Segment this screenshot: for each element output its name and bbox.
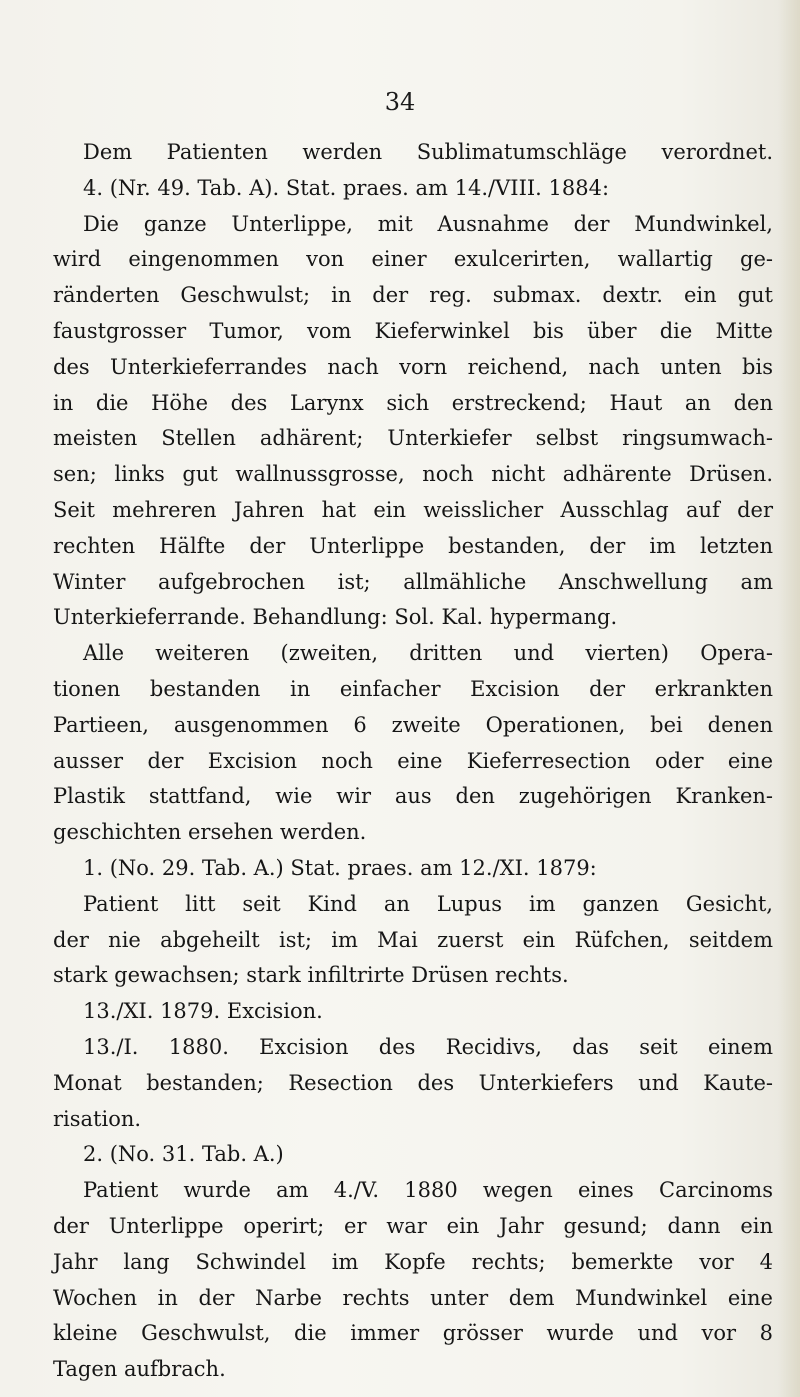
- text-line: der Unterlippe operirt; er war ein Jahr gesund; dann ein: [53, 1213, 773, 1238]
- text-line: 4. (Nr. 49. Tab. A). Stat. praes. am 14./VIII. 1884:: [83, 175, 610, 200]
- text-line: faustgrosser Tumor, vom Kieferwinkel bis über die Mitte: [53, 318, 773, 343]
- text-line: ränderten Geschwulst; in der reg. submax. dextr. ein gut: [53, 283, 773, 308]
- text-line: ausser der Excision noch eine Kieferresection oder eine: [53, 748, 773, 773]
- text-line: Partieen, ausgenommen 6 zweite Operationen, bei denen: [53, 712, 773, 737]
- text-line: Wochen in der Narbe rechts unter dem Mundwinkel eine: [53, 1285, 773, 1310]
- text-line: kleine Geschwulst, die immer grösser wurde und vor 8: [53, 1321, 773, 1346]
- page-number: 34: [384, 88, 416, 116]
- text-line: wird eingenommen von einer exulcerirten, wallartig ge-: [53, 247, 773, 272]
- text-line: Tagen aufbrach.: [53, 1357, 226, 1382]
- text-line: Seit mehreren Jahren hat ein weisslicher Ausschlag auf der: [53, 497, 773, 522]
- text-line: Plastik stattfand, wie wir aus den zugehörigen Kranken-: [53, 784, 773, 809]
- text-line: geschichten ersehen werden.: [53, 820, 367, 845]
- body-text: [53, 135, 773, 1388]
- text-line: meisten Stellen adhärent; Unterkiefer selbst ringsumwach-: [53, 426, 773, 451]
- text-line: Jahr lang Schwindel im Kopfe rechts; bemerkte vor 4: [53, 1249, 773, 1274]
- text-line: sen; links gut wallnussgrosse, noch nicht adhärente Drüsen.: [53, 462, 773, 487]
- text-line: stark gewachsen; stark infiltrirte Drüsen rechts.: [53, 963, 569, 988]
- text-line: risation.: [53, 1106, 142, 1131]
- text-line: 13./XI. 1879. Excision.: [83, 999, 323, 1024]
- text-line: 2. (No. 31. Tab. A.): [83, 1142, 284, 1167]
- text-line: Monat bestanden; Resection des Unterkiefers und Kaute-: [53, 1070, 773, 1095]
- text-line: Dem Patienten werden Sublimatumschläge verordnet.: [83, 140, 773, 164]
- text-line: Die ganze Unterlippe, mit Ausnahme der Mundwinkel,: [83, 211, 773, 236]
- text-line: in die Höhe des Larynx sich erstreckend; Haut an den: [53, 390, 773, 415]
- text-line: Unterkieferrande. Behandlung: Sol. Kal. hypermang.: [53, 605, 618, 630]
- text-line: 13./I. 1880. Excision des Recidivs, das seit einem: [83, 1034, 773, 1059]
- text-line: tionen bestanden in einfacher Excision der erkrankten: [53, 676, 773, 701]
- text-line: Patient litt seit Kind an Lupus im ganzen Gesicht,: [83, 891, 773, 916]
- text-line: Patient wurde am 4./V. 1880 wegen eines Carcinoms: [83, 1178, 773, 1203]
- text-line: des Unterkieferrandes nach vorn reichend, nach unten bis: [53, 354, 773, 379]
- text-line: 1. (No. 29. Tab. A.) Stat. praes. am 12./XI. 1879:: [83, 855, 597, 880]
- text-line: der nie abgeheilt ist; im Mai zuerst ein Rüfchen, seitdem: [53, 927, 773, 952]
- text-line: rechten Hälfte der Unterlippe bestanden, der im letzten: [53, 533, 773, 558]
- text-line: Winter aufgebrochen ist; allmähliche Anschwellung am: [53, 569, 773, 594]
- page-edge-shadow: [778, 0, 800, 1397]
- text-line: Alle weiteren (zweiten, dritten und vierten) Opera-: [83, 641, 773, 666]
